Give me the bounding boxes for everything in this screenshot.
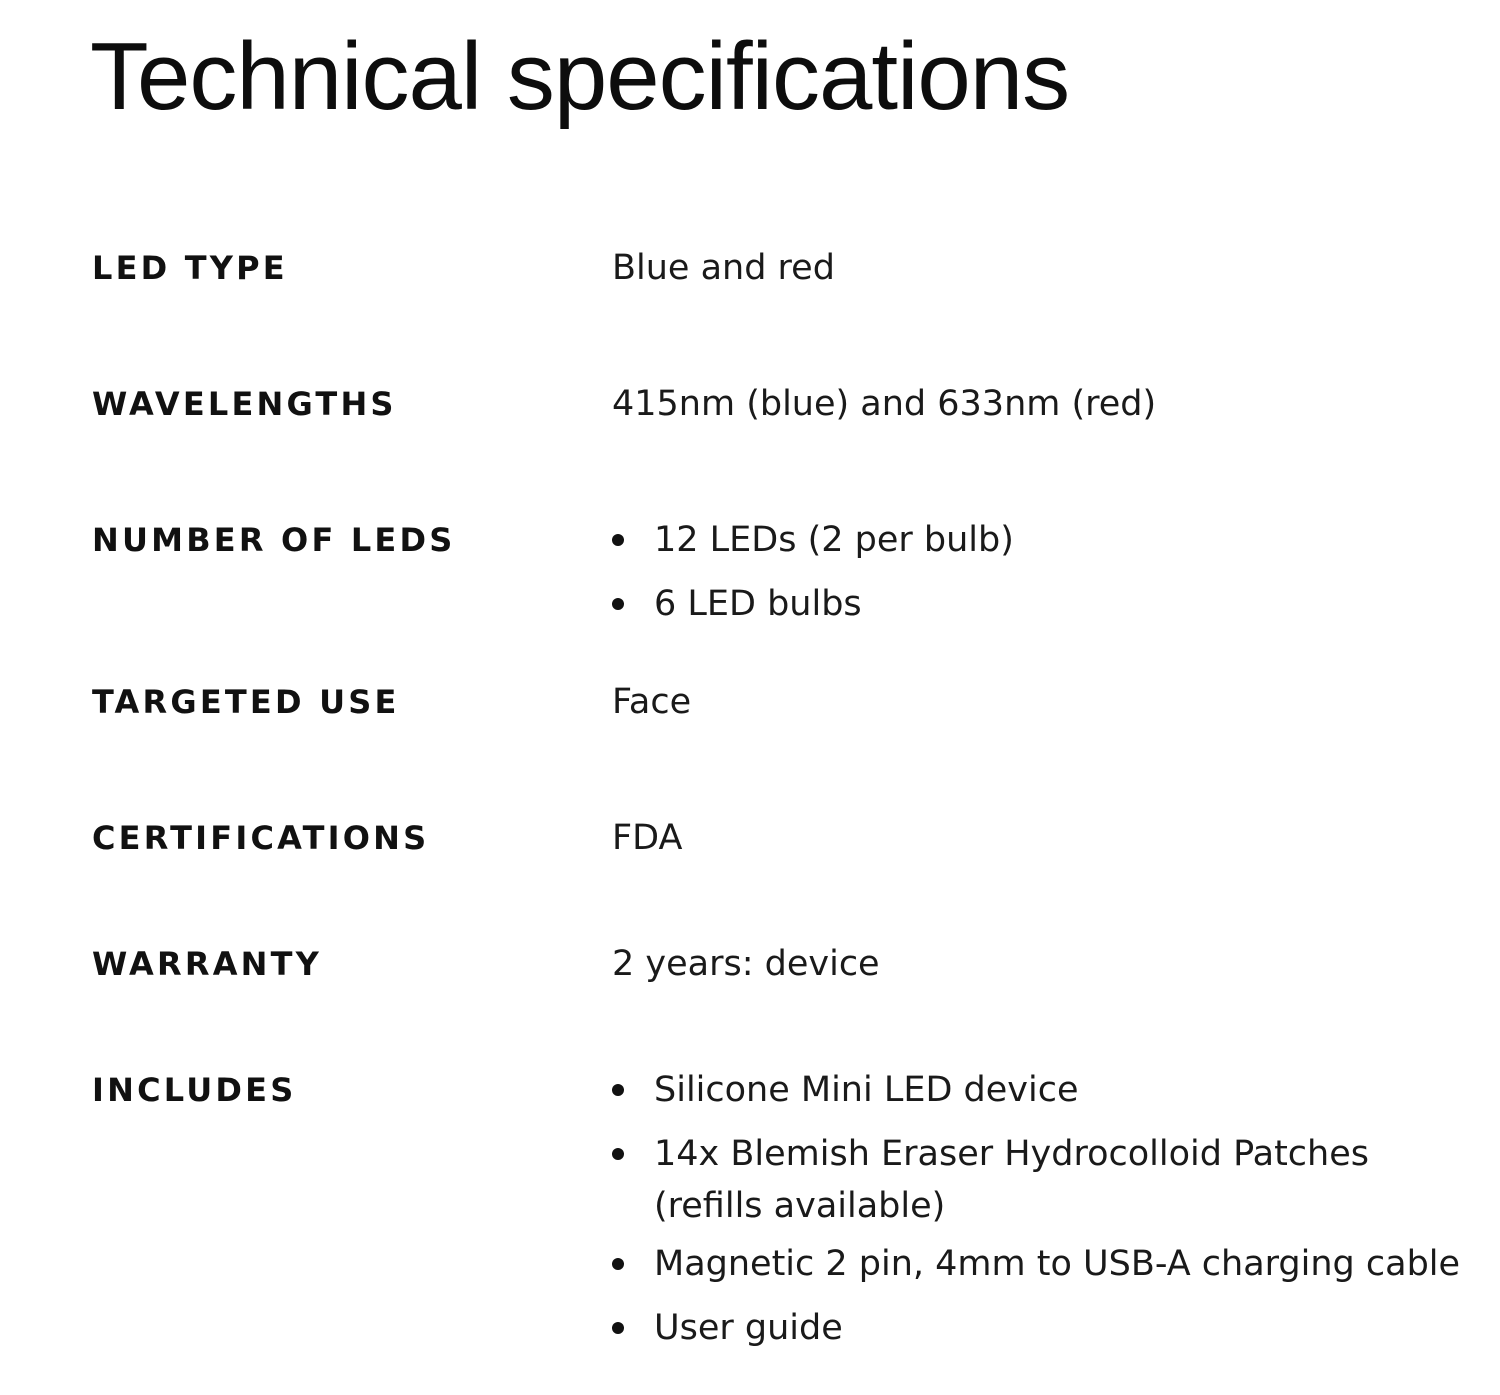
spec-label: LED TYPE xyxy=(92,249,288,287)
spec-value: 2 years: device xyxy=(612,944,880,984)
spec-label: WAVELENGTHS xyxy=(92,385,397,423)
bullet-icon xyxy=(612,534,624,546)
spec-label: NUMBER OF LEDS xyxy=(92,521,456,559)
list-item-text: User guide xyxy=(654,1308,843,1348)
bullet-icon xyxy=(612,598,624,610)
spec-value: FDA xyxy=(612,818,683,858)
spec-value-list xyxy=(612,520,1472,648)
list-item-text: Silicone Mini LED device xyxy=(654,1070,1079,1110)
spec-value-list xyxy=(612,1070,1472,1372)
spec-value: 415nm (blue) and 633nm (red) xyxy=(612,384,1157,424)
list-item-text: 6 LED bulbs xyxy=(654,584,862,624)
spec-label: CERTIFICATIONS xyxy=(92,819,430,857)
list-item-text: 14x Blemish Eraser Hydrocolloid Patches (refills available) xyxy=(654,1134,1370,1226)
list-item xyxy=(612,1308,1472,1348)
list-item xyxy=(612,1244,1472,1284)
bullet-icon xyxy=(612,1322,624,1334)
spec-label: INCLUDES xyxy=(92,1071,297,1109)
page-title: Technical specifications xyxy=(90,23,1070,130)
list-item xyxy=(612,520,1472,560)
spec-value: Blue and red xyxy=(612,248,835,288)
list-item xyxy=(612,584,1472,624)
spec-value: Face xyxy=(612,682,692,722)
list-item xyxy=(612,1128,1472,1232)
list-item xyxy=(612,1070,1472,1110)
bullet-icon xyxy=(612,1084,624,1096)
spec-label: TARGETED USE xyxy=(92,683,400,721)
bullet-icon xyxy=(612,1148,624,1160)
list-item-text: Magnetic 2 pin, 4mm to USB-A charging cable xyxy=(654,1244,1461,1284)
bullet-icon xyxy=(612,1258,624,1270)
spec-label: WARRANTY xyxy=(92,945,323,983)
list-item-text: 12 LEDs (2 per bulb) xyxy=(654,520,1014,560)
